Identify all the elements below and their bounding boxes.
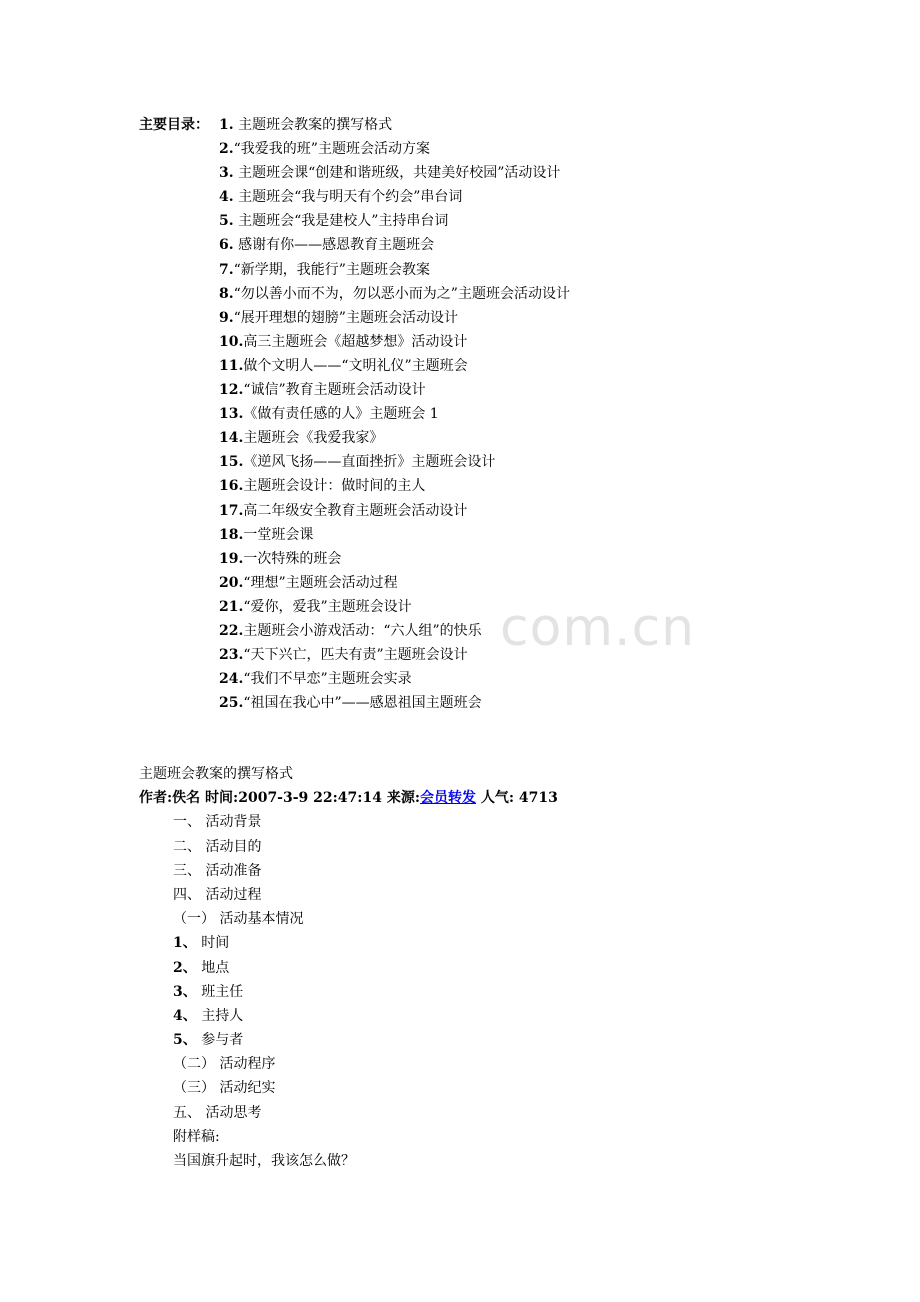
section-item: 三、 活动准备: [173, 862, 262, 879]
basic-item: 4、 主持人: [173, 1007, 244, 1024]
toc-item-number: 8.: [219, 285, 234, 302]
toc-item-text: “展开理想的翅膀”主题班会活动设计: [233, 309, 458, 326]
basic-item: 3、 班主任: [173, 983, 244, 1000]
toc-item-number: 2.: [219, 141, 234, 158]
toc-item-text: 一次特殊的班会: [243, 550, 342, 567]
toc-item-text: 感谢有你——感恩教育主题班会: [233, 237, 435, 254]
toc-item-number: 4.: [219, 189, 234, 206]
toc-item-text: “祖国在我心中”——感恩祖国主题班会: [243, 695, 482, 712]
toc-item-number: 3.: [219, 165, 234, 182]
toc-item-text: 《做有责任感的人》主题班会 1: [243, 406, 439, 423]
toc-item-number: 25.: [219, 695, 244, 712]
article-meta: [139, 786, 558, 810]
source-label: 来源:: [386, 790, 420, 807]
toc-item: [139, 402, 570, 426]
toc-item: [139, 185, 570, 209]
toc-item-text: “理想”主题班会活动过程: [243, 574, 398, 591]
article-section: [139, 762, 558, 1173]
toc-item-text: 主题班会教案的撰写格式: [233, 117, 393, 133]
toc-item-number: 9.: [219, 309, 234, 326]
table-of-contents: [139, 113, 570, 715]
subsection-item: （一） 活动基本情况: [173, 911, 304, 928]
toc-item-text: “我们不早恋”主题班会实录: [243, 671, 412, 688]
toc-item-number: 24.: [219, 671, 244, 688]
toc-item-number: 10.: [219, 333, 244, 350]
toc-item: [139, 643, 570, 667]
toc-item-number: 23.: [219, 647, 244, 664]
toc-item-text: 《逆风飞扬——直面挫折》主题班会设计: [243, 454, 496, 471]
subsection-item: （三） 活动纪实: [173, 1080, 276, 1097]
toc-item: [139, 474, 570, 498]
toc-item-number: 6.: [219, 237, 234, 254]
toc-item-text: 主题班会“我与明天有个约会”串台词: [233, 189, 463, 206]
toc-item-text: “天下兴亡，匹夫有责”主题班会设计: [243, 647, 468, 664]
toc-item: [139, 571, 570, 595]
toc-item: [139, 378, 570, 402]
toc-item-number: 17.: [219, 502, 244, 519]
toc-item-number: 15.: [219, 454, 244, 471]
toc-item: [139, 499, 570, 523]
toc-item-number: 21.: [219, 598, 244, 615]
toc-item-text: “新学期，我能行”主题班会教案: [233, 261, 430, 278]
toc-lead-label: 主要目录：: [139, 117, 209, 133]
toc-item-number: 18.: [219, 526, 244, 543]
subsection-item: （二） 活动程序: [173, 1056, 276, 1073]
toc-item-number: 11.: [219, 357, 244, 374]
toc-item-number: 1.: [219, 117, 234, 133]
section-item: 五、 活动思考: [173, 1104, 262, 1121]
toc-item-number: 22.: [219, 622, 244, 639]
toc-item-number: 5.: [219, 213, 234, 230]
section-item: 一、 活动背景: [173, 814, 262, 831]
toc-item: [139, 306, 570, 330]
toc-item: [139, 691, 570, 715]
toc-item-text: 一堂班会课: [243, 526, 314, 543]
toc-item-text: 做个文明人——“文明礼仪”主题班会: [243, 357, 468, 374]
toc-item-number: 16.: [219, 478, 244, 495]
source-link[interactable]: 会员转发: [420, 790, 476, 807]
toc-item-number: 7.: [219, 261, 234, 278]
toc-item-number: 12.: [219, 382, 244, 399]
toc-item-text: 主题班会设计：做时间的主人: [243, 478, 426, 495]
toc-item-text: “勿以善小而不为，勿以恶小而为之”主题班会活动设计: [233, 285, 570, 302]
time-label: 时间:2007-3-9 22:47:14: [205, 790, 382, 807]
toc-item-number: 19.: [219, 550, 244, 567]
toc-item: [139, 667, 570, 691]
toc-item-text: 主题班会《我爱我家》: [243, 430, 384, 447]
toc-item-number: 14.: [219, 430, 244, 447]
toc-item: [139, 330, 570, 354]
toc-item: [139, 233, 570, 257]
appendix-first-line: 当国旗升起时，我该怎么做？: [173, 1153, 355, 1169]
toc-item: [139, 354, 570, 378]
toc-item: [139, 113, 570, 137]
watermark: com.cn: [500, 598, 696, 658]
toc-item: [139, 209, 570, 233]
basic-item: 5、 参与者: [173, 1032, 244, 1049]
section-item: 四、 活动过程: [173, 886, 262, 903]
toc-item-text: 高二年级安全教育主题班会活动设计: [243, 502, 468, 519]
toc-item: [139, 619, 570, 643]
views-label: 人气: 4713: [480, 790, 558, 807]
toc-item-text: 主题班会课“创建和谐班级，共建美好校园”活动设计: [233, 165, 561, 182]
author-label: 作者:佚名: [139, 790, 201, 807]
basic-item: 2、 地点: [173, 959, 230, 976]
section-item: 二、 活动目的: [173, 838, 262, 855]
toc-item: [139, 426, 570, 450]
toc-item: [139, 282, 570, 306]
toc-item-number: 20.: [219, 574, 244, 591]
toc-item: [139, 547, 570, 571]
toc-item-text: “我爱我的班”主题班会活动方案: [233, 141, 430, 158]
article-title: 主题班会教案的撰写格式: [139, 766, 293, 782]
basic-item: 1、 时间: [173, 935, 230, 952]
appendix-label: 附样稿:: [173, 1128, 220, 1145]
toc-item-text: 主题班会“我是建校人”主持串台词: [233, 213, 449, 230]
toc-item-text: “诚信”教育主题班会活动设计: [243, 382, 426, 399]
toc-item-text: 主题班会小游戏活动：“六人组”的快乐: [243, 622, 482, 639]
toc-item: [139, 258, 570, 282]
toc-item: [139, 137, 570, 161]
toc-item: [139, 523, 570, 547]
toc-item-number: 13.: [219, 406, 244, 423]
toc-item: [139, 595, 570, 619]
toc-item: [139, 161, 570, 185]
toc-item-text: 高三主题班会《超越梦想》活动设计: [243, 333, 468, 350]
toc-item: [139, 450, 570, 474]
toc-item-text: “爱你，爱我”主题班会设计: [243, 598, 412, 615]
